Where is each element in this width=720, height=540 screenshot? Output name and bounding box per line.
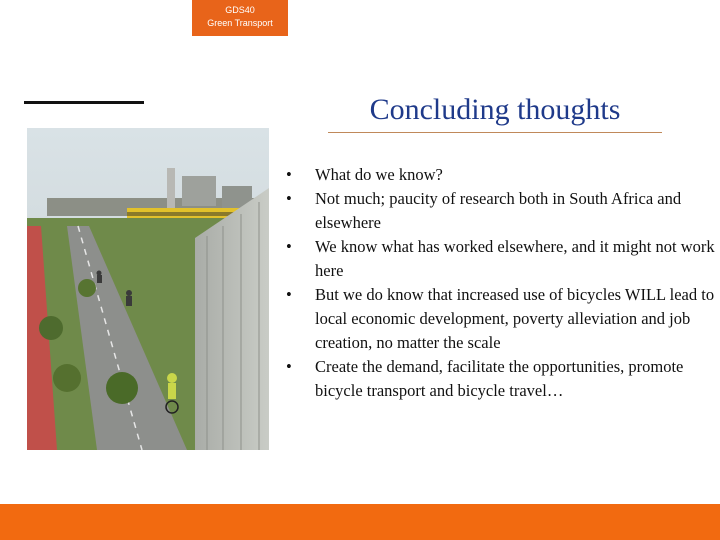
bullet-item: • Not much; paucity of research both in South Africa and elsewhere bbox=[284, 187, 716, 235]
title-underline bbox=[328, 132, 662, 133]
slide-title: Concluding thoughts bbox=[369, 93, 621, 126]
badge-line-2: Green Transport bbox=[207, 18, 273, 28]
bullet-item: • Create the demand, facilitate the opportunities, promote bicycle transport and bicycle travel… bbox=[284, 355, 716, 403]
badge-line-1: GDS40 bbox=[225, 5, 255, 15]
cycle-path-photo bbox=[27, 128, 269, 450]
bullet-item: • But we do know that increased use of bicycles WILL lead to local economic development, poverty alleviation and job creation, no matter the scale bbox=[284, 283, 716, 355]
bullet-item: • What do we know? bbox=[284, 163, 716, 187]
bullet-item: • We know what has worked elsewhere, and it might not work here bbox=[284, 235, 716, 283]
footer-bar bbox=[0, 504, 720, 540]
bullet-list bbox=[284, 163, 716, 403]
decorative-rule bbox=[24, 101, 144, 104]
logo-badge bbox=[192, 0, 288, 36]
